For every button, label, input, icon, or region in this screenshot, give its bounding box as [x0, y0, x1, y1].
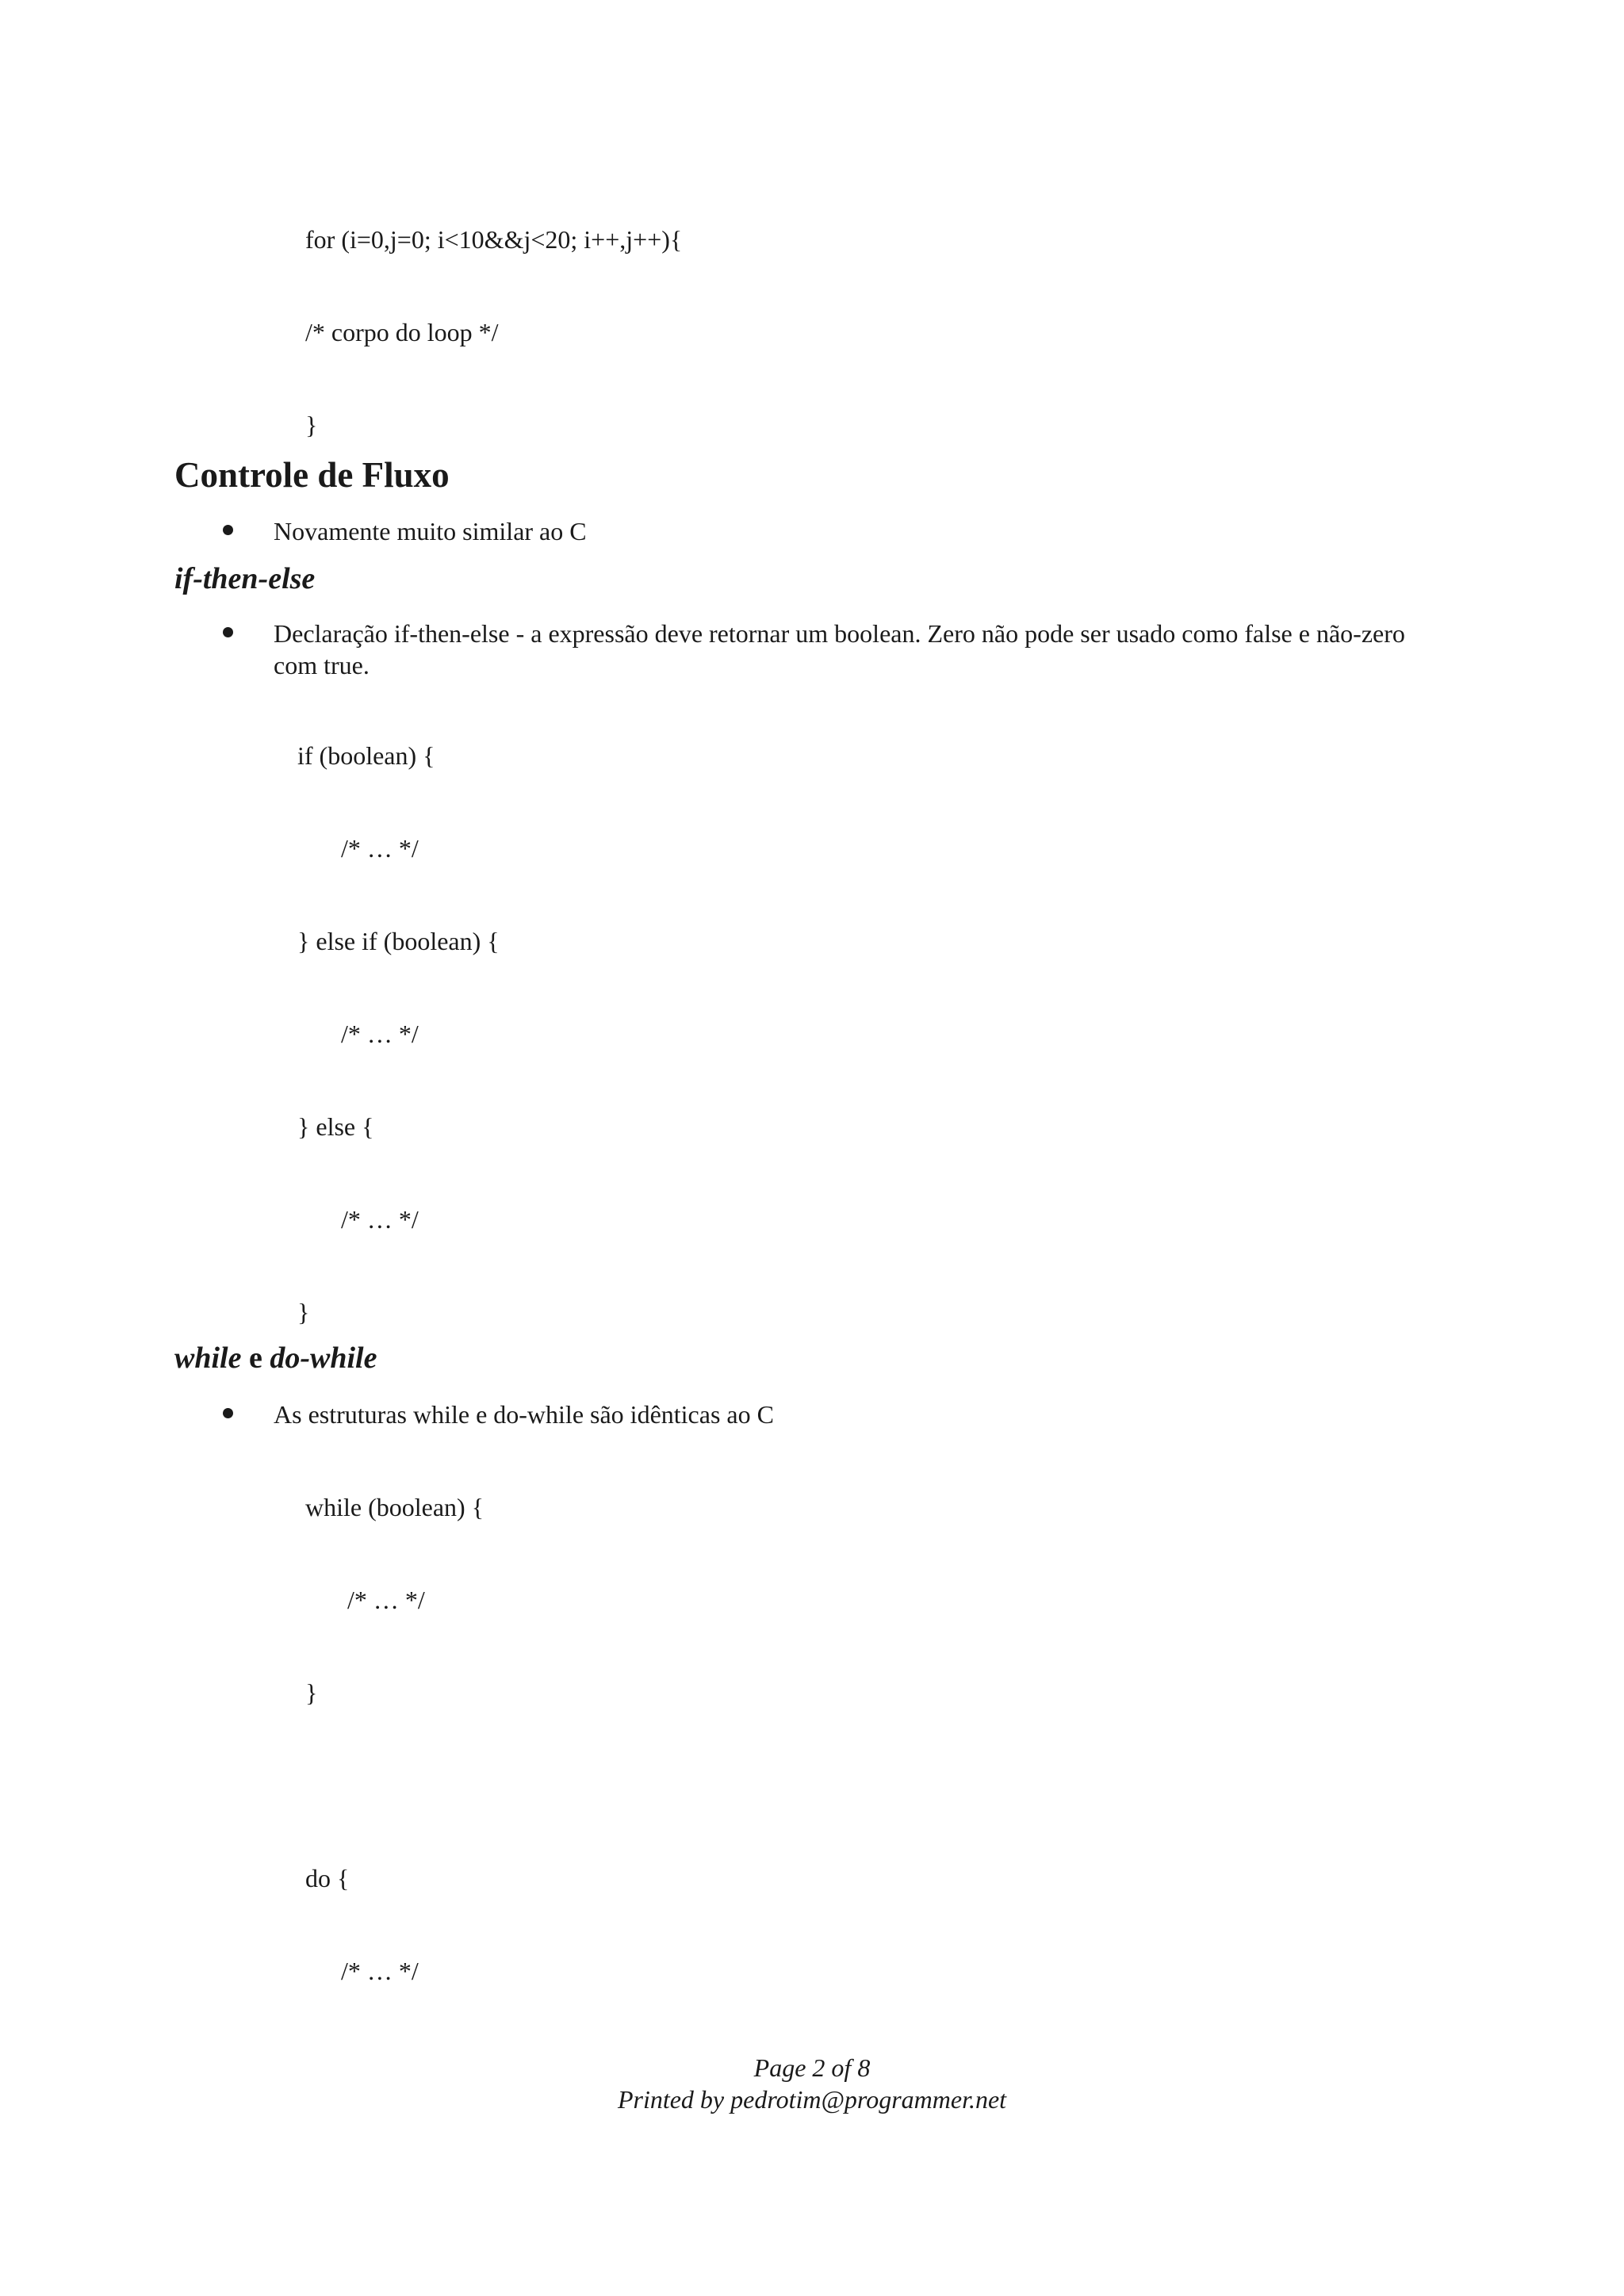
code-line-while: while (boolean) {: [305, 1493, 485, 1521]
bullet-text-if: Declaração if-then-else - a expressão deve retornar um boolean. Zero não pode ser usado como false e não-zero com true.: [274, 619, 1405, 679]
code-line-while-close: }: [305, 1678, 318, 1707]
code-line-else: } else {: [297, 1112, 374, 1141]
footer-printed-by: Printed by pedrotim@programmer.net: [617, 2085, 1007, 2114]
section-heading-if-then-else: if-then-else: [174, 562, 316, 595]
code-line-else-body: /* … */: [341, 1205, 419, 1234]
section-heading-while: [174, 1339, 377, 1377]
code-line-else-if: } else if (boolean) {: [297, 927, 500, 955]
code-line-else-if-body: /* … */: [341, 1020, 419, 1048]
bullet-icon: [223, 525, 233, 535]
code-line-if-close: }: [297, 1298, 310, 1326]
code-line-for-body: /* corpo do loop */: [305, 318, 499, 346]
code-line-if: if (boolean) {: [297, 741, 435, 770]
code-line-for-close: }: [305, 411, 318, 439]
footer-page-number: Page 2 of 8: [753, 2053, 871, 2082]
bullet-icon: [223, 1408, 233, 1418]
bullet-text-flow: Novamente muito similar ao C: [274, 517, 587, 545]
code-line-do: do {: [305, 1864, 350, 1892]
heading-connector: e: [241, 1341, 270, 1375]
heading-while: while: [174, 1341, 242, 1375]
bullet-icon: [223, 627, 233, 637]
code-line-for: for (i=0,j=0; i<10&&j<20; i++,j++){: [305, 225, 683, 254]
code-line-if-body: /* … */: [341, 834, 419, 863]
code-line-do-body: /* … */: [341, 1957, 419, 1985]
bullet-text-while: As estruturas while e do-while são idênticas ao C: [274, 1400, 774, 1429]
code-line-while-body: /* … */: [347, 1586, 425, 1614]
section-heading-flow-control: Controle de Fluxo: [174, 455, 450, 495]
heading-do-while: do-while: [270, 1341, 377, 1375]
